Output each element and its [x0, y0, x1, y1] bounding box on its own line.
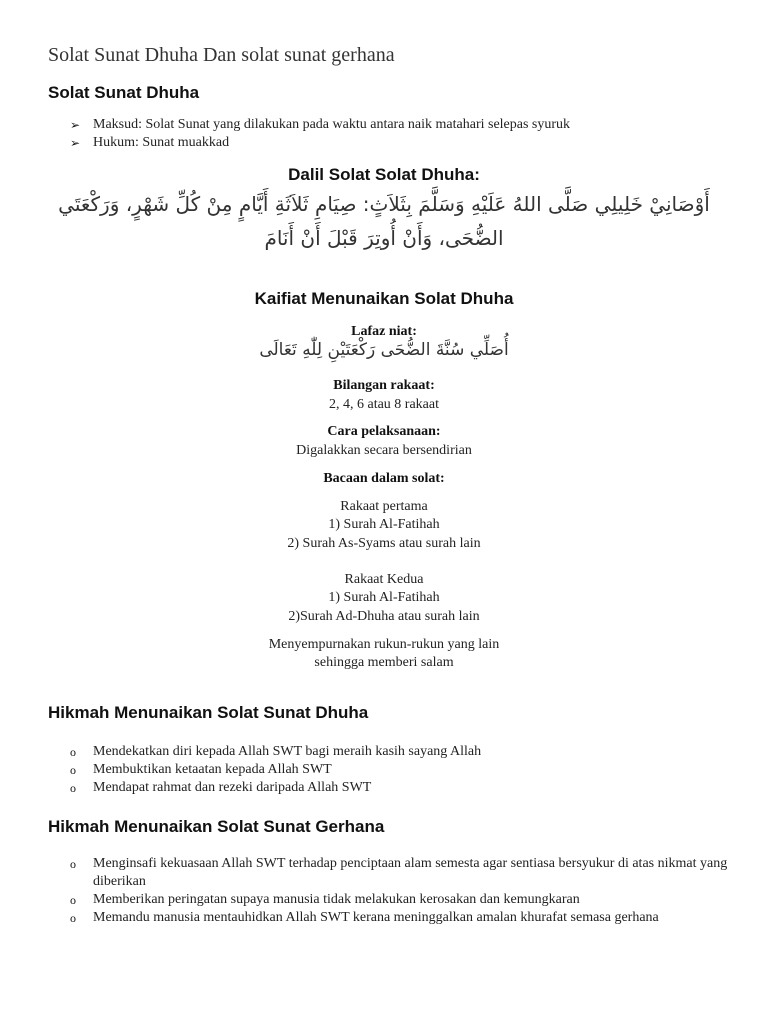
rakaat-pertama-line-1: 1) Surah Al-Fatihah	[328, 517, 440, 532]
lafaz-niat-arabic: أُصَلِّي سُنَّةَ الضُّحَى رَكْعَتَيْنِ لِلّٰهِ تَعَالَى	[259, 340, 509, 360]
list-item	[70, 779, 740, 797]
dhuha-definition-list	[70, 116, 740, 152]
list-item	[70, 909, 740, 927]
list-item-text: Membuktikan ketaatan kepada Allah SWT	[93, 762, 332, 777]
bilangan-rakaat-value: 2, 4, 6 atau 8 rakaat	[328, 397, 439, 412]
list-item-text: Menginsafi kekuasaan Allah SWT terhadap penciptaan alam semesta agar sentiasa bersyukur di atas nikmat yang diberikan	[93, 856, 728, 889]
bilangan-rakaat-label: Bilangan rakaat:	[333, 378, 435, 393]
list-item	[70, 743, 740, 761]
closing-line-1: Menyempurnakan rukun-rukun yang lain	[268, 637, 500, 652]
list-item-text: Mendapat rahmat dan rezeki daripada Allah SWT	[93, 780, 372, 795]
list-item-text: Maksud: Solat Sunat yang dilakukan pada waktu antara naik matahari selepas syuruk	[93, 117, 571, 132]
list-item-text: Mendekatkan diri kepada Allah SWT bagi meraih kasih sayang Allah	[93, 744, 482, 759]
closing-line-2: sehingga memberi salam	[314, 655, 454, 670]
dalil-arabic-line-2: الضُّحَى، وَأَنْ أُوتِرَ قَبْلَ أَنْ أَنَامَ	[264, 226, 504, 250]
list-item	[70, 116, 740, 134]
bacaan-label: Bacaan dalam solat:	[323, 471, 445, 486]
kaifiat-heading: Kaifiat Menunaikan Solat Dhuha	[254, 289, 514, 308]
lafaz-niat-label: Lafaz niat:	[351, 324, 417, 339]
arrowhead-bullet-icon: ➢	[70, 136, 81, 150]
cara-pelaksanaan-label: Cara pelaksanaan:	[327, 424, 441, 439]
document-title: Solat Sunat Dhuha Dan solat sunat gerhana	[48, 44, 395, 66]
cara-pelaksanaan-value: Digalakkan secara bersendirian	[296, 443, 472, 458]
section-heading-hikmah-dhuha: Hikmah Menunaikan Solat Sunat Dhuha	[48, 703, 369, 722]
dalil-heading: Dalil Solat Solat Dhuha:	[288, 165, 480, 184]
hikmah-dhuha-list	[70, 743, 740, 797]
list-item-text: Memberikan peringatan supaya manusia tidak melakukan kerosakan dan kemungkaran	[93, 892, 580, 907]
hollow-circle-bullet-icon: o	[70, 763, 76, 777]
rakaat-kedua-line-2: 2)Surah Ad-Dhuha atau surah lain	[288, 609, 480, 624]
list-item	[70, 891, 740, 909]
hollow-circle-bullet-icon: o	[70, 893, 76, 907]
arrowhead-bullet-icon: ➢	[70, 118, 81, 132]
hikmah-gerhana-list	[70, 855, 740, 927]
dalil-arabic-line-1: أَوْصَانِيْ خَلِيلِي صَلَّى اللهُ عَلَيْهِ وَسَلَّمَ بِثَلاَثٍ: صِيَامِ ثَلاَثَةِ أَيَّامٍ مِنْ كُلِّ شَهْرٍ، وَرَكْعَتَي	[58, 192, 710, 216]
rakaat-pertama-line-2: 2) Surah As-Syams atau surah lain	[287, 536, 481, 551]
hollow-circle-bullet-icon: o	[70, 911, 76, 925]
hollow-circle-bullet-icon: o	[70, 857, 76, 871]
section-heading-hikmah-gerhana: Hikmah Menunaikan Solat Sunat Gerhana	[48, 817, 385, 836]
list-item-text: Memandu manusia mentauhidkan Allah SWT kerana meninggalkan amalan khurafat semasa gerhana	[93, 910, 659, 925]
rakaat-kedua-line-1: 1) Surah Al-Fatihah	[328, 590, 440, 605]
list-item	[70, 855, 740, 891]
hollow-circle-bullet-icon: o	[70, 781, 76, 795]
list-item-text: Hukum: Sunat muakkad	[93, 135, 230, 150]
rakaat-pertama-title: Rakaat pertama	[340, 499, 428, 514]
hollow-circle-bullet-icon: o	[70, 745, 76, 759]
rakaat-kedua-title: Rakaat Kedua	[344, 572, 424, 587]
list-item	[70, 134, 740, 152]
section-heading-dhuha: Solat Sunat Dhuha	[48, 83, 200, 102]
list-item	[70, 761, 740, 779]
